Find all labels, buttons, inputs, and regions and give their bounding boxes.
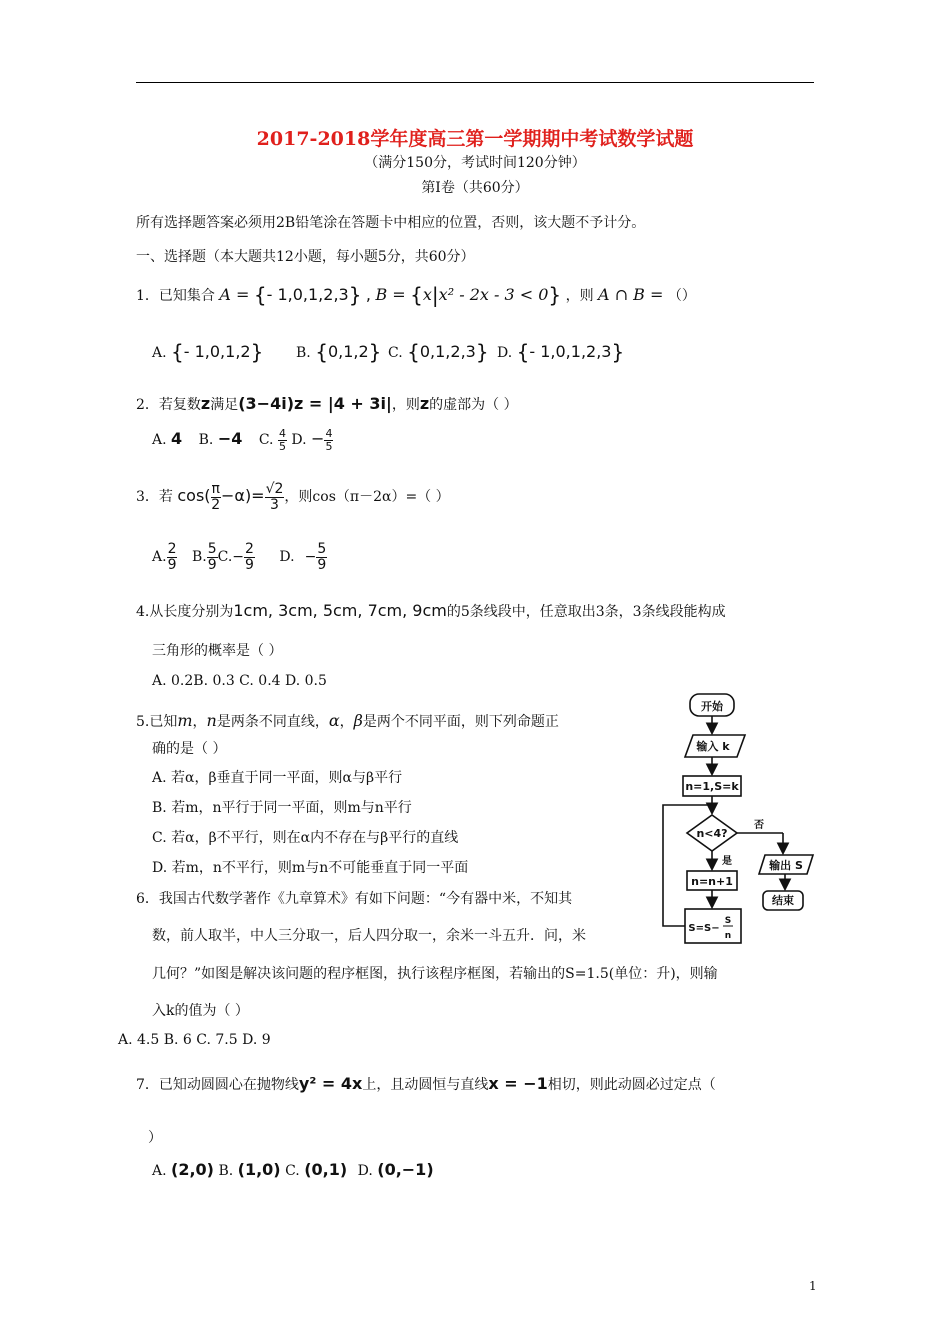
question-6-line2: 数，前人取半，中人三分取一，后人四分取一，余米一斗五升．问，米 <box>152 928 586 944</box>
q1-prompt: 1．已知集合 <box>136 288 215 304</box>
q2-option-a-value: 4 <box>171 429 183 449</box>
q2-options: A. 4 B. −4 C. $\frac{4}{5}$ D. − $\frac{4}{5}$ <box>152 427 333 453</box>
flow-yes-label: 是 <box>722 856 732 867</box>
q7-line: x = −1 <box>488 1074 548 1093</box>
q3-option-b: $\frac{5}{9}$ <box>207 541 217 573</box>
q1-intersection: A ∩ B = <box>598 285 664 304</box>
q1-set-b-label: B = <box>375 285 406 304</box>
page-number: 1 <box>809 1279 817 1293</box>
q2-option-c-fraction: $\frac{4}{5}$ <box>278 427 286 453</box>
page-title: 2017-2018学年度高三第一学期期中考试数学试题 <box>256 128 694 150</box>
flow-no-label: 否 <box>754 820 764 831</box>
q3-options: A. $\frac{2}{9}$ B. $\frac{5}{9}$ C.− $\frac{2}{9}$ D. − $\frac{5}{9}$ <box>152 541 327 573</box>
q3-root2-over-3: $\frac{√2}{3}$ <box>265 481 284 513</box>
q5-option-b: B. 若m，n平行于同一平面，则m与n平行 <box>152 800 412 816</box>
program-flowchart <box>655 688 820 950</box>
flow-update-label: S=S− <box>688 923 720 934</box>
q2-option-b-value: −4 <box>217 429 243 449</box>
q3-pi-over-2: $\frac{\pi}{2}$ <box>211 481 221 513</box>
q5-option-a: A. 若α，β垂直于同一平面，则α与β平行 <box>152 770 403 786</box>
flow-update-num: S <box>724 916 732 926</box>
question-1: 1．已知集合 A = {- 1,0,1,2,3} , B = {x|x² - 2x - 3 < 0} ，则 A ∩ B = （） <box>136 283 696 307</box>
q2-var-z: z <box>200 394 211 413</box>
q3-option-a: $\frac{2}{9}$ <box>167 541 177 573</box>
q1-option-a: A. {- 1,0,1,2} <box>152 340 264 364</box>
flow-init-label: n=1,S=k <box>685 780 739 793</box>
flow-end-label: 结束 <box>772 894 794 907</box>
q7-options: A. (2,0) B. (1,0) C. (0,1) D. (0,−1) <box>152 1160 434 1179</box>
q2-option-d-fraction: $\frac{4}{5}$ <box>325 427 333 453</box>
q1-set-a-items: - 1,0,1,2,3 <box>266 285 349 304</box>
flow-update-den: n <box>724 931 732 941</box>
question-5: 5.已知m，n是两条不同直线，α，β是两个不同平面，则下列命题正 <box>136 711 559 730</box>
q1-set-b-condition: x² - 2x - 3 < 0 <box>438 285 549 304</box>
q4-lengths: 1cm, 3cm, 5cm, 7cm, 9cm <box>233 601 447 620</box>
q5-option-c: C. 若α，β不平行，则在α内不存在与β平行的直线 <box>152 830 459 846</box>
q5-option-d: D. 若m，n不平行，则m与n不可能垂直于同一平面 <box>152 860 469 876</box>
q7-parabola: y² = 4x <box>298 1074 363 1093</box>
instructions: 所有选择题答案必须用2B铅笔涂在答题卡中相应的位置，否则，该大题不予计分。 <box>136 215 646 231</box>
flow-condition-label: n<4? <box>696 827 728 840</box>
q3-cos: cos( <box>177 486 211 506</box>
part-heading: 第Ⅰ卷（共60分） <box>421 180 529 196</box>
flow-increment-label: n=n+1 <box>691 875 733 888</box>
q3-option-c: $\frac{2}{9}$ <box>245 541 254 573</box>
flow-output-label: 输出 S <box>769 859 803 872</box>
question-2: 2．若复数z满足(3−4i)z = |4 + 3i|，则z的虚部为（ ） <box>136 394 518 413</box>
question-7: 7．已知动圆圆心在抛物线y² = 4x上，且动圆恒与直线x = −1相切，则此动圆必过定点（ <box>136 1074 716 1093</box>
q2-equation: (3−4i)z = |4 + 3i| <box>238 394 392 413</box>
q4-options: A. 0.2B. 0.3 C. 0.4 D. 0.5 <box>152 673 327 689</box>
q1-set-b-var: x <box>422 285 432 304</box>
q7-close-paren: ） <box>148 1130 162 1146</box>
q1-option-d: D. {- 1,0,1,2,3} <box>497 340 625 364</box>
flow-start-label: 开始 <box>701 700 723 713</box>
q4-line2: 三角形的概率是（ ） <box>152 643 283 659</box>
section-heading: 一、选择题（本大题共12小题，每小题5分，共60分） <box>136 249 475 265</box>
q1-option-c: C. {0,1,2,3} <box>388 340 489 364</box>
header-rule <box>136 82 814 83</box>
q6-options: A. 4.5 B. 6 C. 7.5 D. 9 <box>118 1032 271 1048</box>
question-6-line3: 几何？”如图是解决该问题的程序框图，执行该程序框图，若输出的S=1.5(单位：升)，则输 <box>152 966 718 982</box>
q3-option-d: $\frac{5}{9}$ <box>317 541 327 573</box>
flow-input-label: 输入 k <box>696 740 730 753</box>
q1-set-a-label: A = <box>219 285 250 304</box>
question-6-line1: 6．我国古代数学著作《九章算术》有如下问题：“今有器中米，不知其 <box>136 891 573 907</box>
question-6-line4: 入k的值为（ ） <box>152 1003 249 1019</box>
question-3: 3．若 cos( $\frac{\pi}{2}$ −α)= $\frac{√2}{3}$ ，则cos（π－2α）=（ ） <box>136 481 450 513</box>
question-4: 4.从长度分别为1cm, 3cm, 5cm, 7cm, 9cm的5条线段中，任意取出3条，3条线段能构成 <box>136 601 726 620</box>
q5-line2: 确的是（ ） <box>152 741 227 757</box>
exam-info: （满分150分，考试时间120分钟） <box>364 155 586 171</box>
q1-option-b: B. {0,1,2} <box>296 340 382 364</box>
q1-answer-paren: （） <box>667 288 696 304</box>
